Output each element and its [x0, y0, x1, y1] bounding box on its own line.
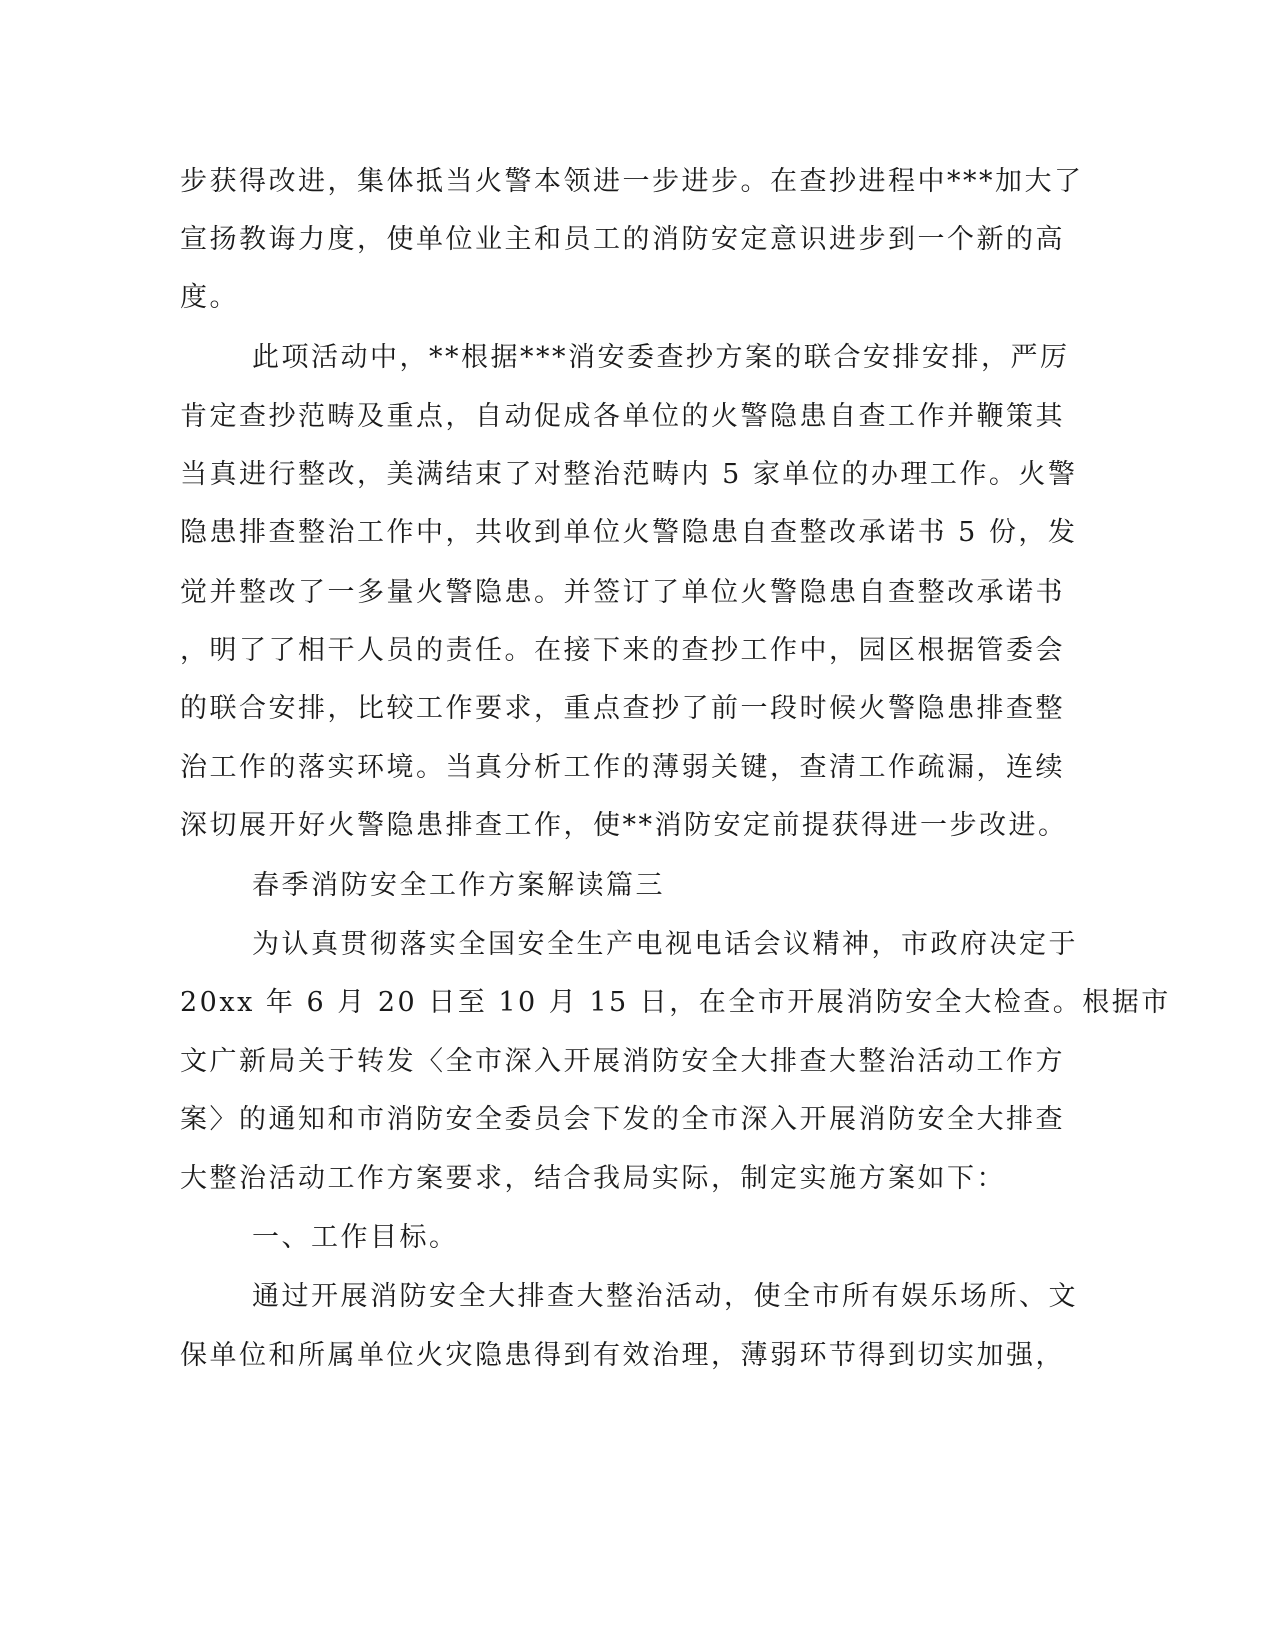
text-line: 步获得改进，集体抵当火警本领进一步进步。在查抄进程中***加大了	[180, 166, 1084, 197]
text-line: 度。	[180, 282, 239, 313]
text-line: 治工作的落实环境。当真分析工作的薄弱关键，查清工作疏漏，连续	[180, 752, 1065, 783]
text-line: 隐患排查整治工作中，共收到单位火警隐患自查整改承诺书 5 份，发	[180, 517, 1078, 548]
text-line: 觉并整改了一多量火警隐患。并签订了单位火警隐患自查整改承诺书	[180, 577, 1065, 608]
text-line: 深切展开好火警隐患排查工作，使**消防安定前提获得进一步改进。	[180, 810, 1068, 841]
text-line: 当真进行整改，美满结束了对整治范畴内 5 家单位的办理工作。火警	[180, 459, 1078, 490]
text-line: 20xx 年 6 月 20 日至 10 月 15 日，在全市开展消防安全大检查。根据市	[180, 987, 1171, 1018]
text-line: 保单位和所属单位火灾隐患得到有效治理，薄弱环节得到切实加强，	[180, 1340, 1065, 1371]
text-line: 案〉的通知和市消防安全委员会下发的全市深入开展消防安全大排查	[180, 1104, 1065, 1135]
text-line: 的联合安排，比较工作要求，重点查抄了前一段时候火警隐患排查整	[180, 693, 1065, 724]
text-line: 文广新局关于转发〈全市深入开展消防安全大排查大整治活动工作方	[180, 1046, 1065, 1077]
text-line: 大整治活动工作方案要求，结合我局实际，制定实施方案如下：	[180, 1163, 1006, 1194]
text-line: 宣扬教诲力度，使单位业主和员工的消防安定意识进步到一个新的高	[180, 224, 1065, 255]
paragraph-start-line: 为认真贯彻落实全国安全生产电视电话会议精神，市政府决定于	[252, 929, 1078, 960]
text-line: 肯定查抄范畴及重点，自动促成各单位的火警隐患自查工作并鞭策其	[180, 401, 1065, 432]
section-heading: 春季消防安全工作方案解读篇三	[252, 870, 665, 901]
text-line: ，明了了相干人员的责任。在接下来的查抄工作中，园区根据管委会	[180, 635, 1065, 666]
paragraph-start-line: 通过开展消防安全大排查大整治活动，使全市所有娱乐场所、文	[252, 1281, 1078, 1312]
paragraph-start-line: 此项活动中，**根据***消安委查抄方案的联合安排安排，严厉	[252, 342, 1070, 373]
subheading: 一、工作目标。	[252, 1222, 459, 1253]
